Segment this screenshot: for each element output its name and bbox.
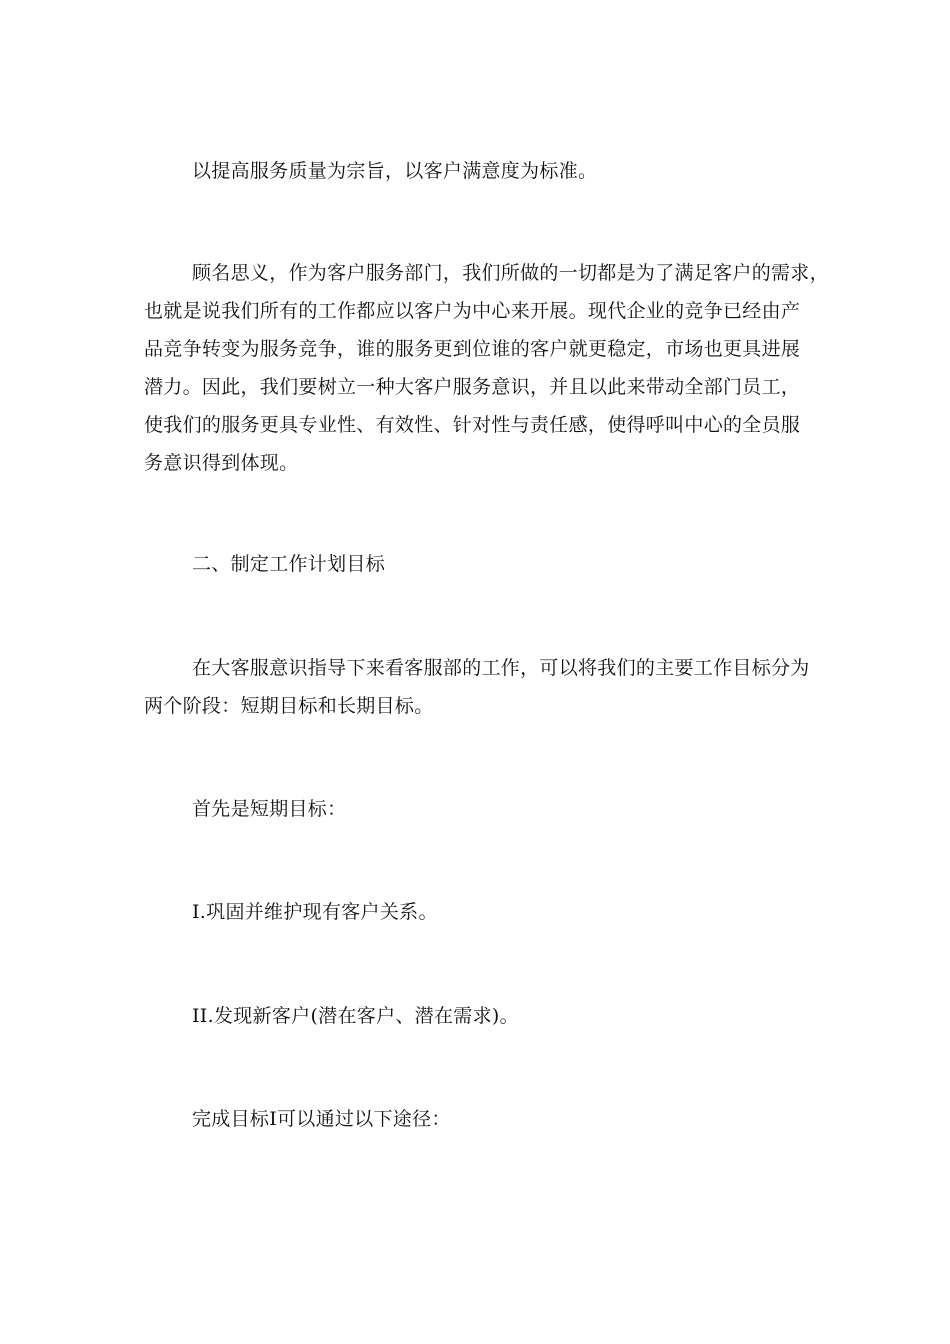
text-line: 在大客服意识指导下来看客服部的工作，可以将我们的主要工作目标分为 — [192, 657, 810, 679]
text-line: 也就是说我们所有的工作都应以客户为中心来开展。现代企业的竞争已经由产 — [144, 300, 801, 322]
heading-line: 二、制定工作计划目标 — [192, 553, 386, 575]
text-line: 首先是短期目标： — [192, 798, 347, 820]
paragraph-goal-one-approach — [144, 1100, 814, 1138]
paragraph-customer-service-awareness — [144, 254, 829, 482]
text-line: 务意识得到体现。 — [144, 452, 299, 474]
text-line: 以提高服务质量为宗旨，以客户满意度为标准。 — [192, 160, 598, 182]
text-line: 完成目标I可以通过以下途径： — [192, 1108, 451, 1130]
text-line: II.发现新客户(潜在客户、潜在需求)。 — [192, 1005, 519, 1027]
text-line: 两个阶段：短期目标和长期目标。 — [144, 695, 434, 717]
text-line: 使我们的服务更具专业性、有效性、针对性与责任感，使得呼叫中心的全员服 — [144, 414, 801, 436]
paragraph-service-purpose — [144, 152, 814, 190]
text-line: 顾名思义，作为客户服务部门，我们所做的一切都是为了满足客户的需求， — [192, 262, 829, 284]
list-item-goal-two — [144, 997, 814, 1035]
paragraph-short-term-intro — [144, 790, 814, 828]
text-line: I.巩固并维护现有客户关系。 — [192, 901, 438, 923]
text-line: 品竞争转变为服务竞争，谁的服务更到位谁的客户就更稳定，市场也更具进展 — [144, 338, 801, 360]
section-heading — [144, 545, 814, 583]
paragraph-goal-stages — [144, 649, 814, 725]
text-line: 潜力。因此，我们要树立一种大客户服务意识，并且以此来带动全部门员工， — [144, 376, 801, 398]
list-item-goal-one — [144, 893, 814, 931]
